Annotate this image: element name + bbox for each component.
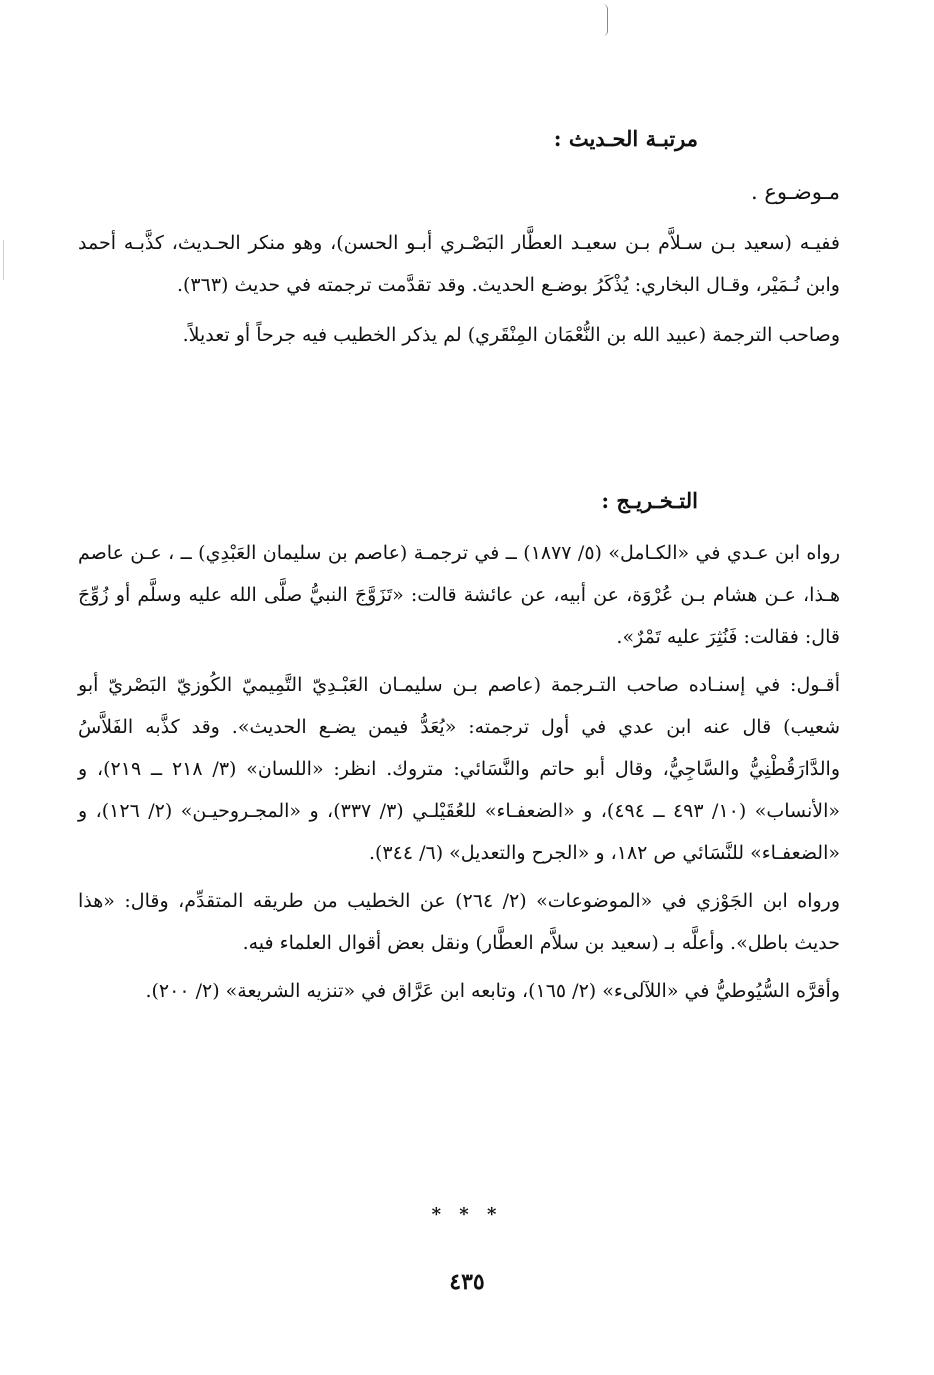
- takhrij-discussion: [78, 532, 840, 1012]
- takhrij-paragraph-4: وأقرَّه السُّيُوطيُّ في «اللآلىء» (٢/ ١٦٥)، وتابعه ابن عَرَّاق في «تنزيه الشريعة» (٢/ ٢٠٠).: [145, 980, 840, 1002]
- takhrij-heading: التـخـريـج :: [601, 488, 698, 513]
- takhrij-paragraph-1: رواه ابن عـدي في «الكـامل» (٥/ ١٨٧٧) ــ في ترجمـة (عاصم بن سليمان العَبْدِي) ــ ، عـن عاصم هـذا، عـن هشام بـن عُرْوَة، عن أبيه، عن عائشة قالت: «تَزَوَّجَ النبيُّ صلَّى الله عليه وسلَّم أو زُوِّجَ قال: فقالت: فَنُثِرَ عليه تَمْرٌ».: [78, 542, 840, 648]
- grade-discussion: [78, 222, 840, 356]
- grade-paragraph-1: ففيـه (سعيد بـن سـلاَّم بـن سعيـد العطَّار البَصْـري أبـو الحسن)، وهو منكر الحـديث، كذَّبـه أحمد وابن نُـمَيْر، وقـال البخاري: يُذْكَرُ بوضـع الحديث. وقد تقدَّمت ترجمته في حديث (٣٦٣).: [78, 232, 840, 296]
- scan-edge-line: [3, 240, 4, 280]
- hadith-grade-heading: مرتبـة الحـديث :: [553, 126, 698, 151]
- hadith-grade-value: مـوضـوع .: [751, 180, 840, 204]
- page-number: ٤٣٥: [449, 1269, 485, 1295]
- scan-margin-mark: [603, 4, 608, 36]
- section-separator: * * *: [431, 1204, 503, 1225]
- grade-paragraph-2: وصاحب الترجمة (عبيد الله بن النُّعْمَان المِنْقَري) لم يذكر الخطيب فيه جرحاً أو تعديلاً.: [182, 324, 840, 346]
- takhrij-paragraph-2: أقـول: في إسنـاده صاحب التـرجمة (عاصم بـن سليمـان العَبْـدِيّ التَّمِيميّ الكُوزيّ البَصْريّ أبو شعيب) قال عنه ابن عدي في أول ترجمته: «يُعَدُّ فيمن يضـع الحديث». وقد كذَّبه الفَلاَّسُ والدَّارَقُطْنِيُّ والسَّاجِيُّ، وقال أبو حاتم والنَّسَائي: متروك. انظر: «اللسان» (٣/ ٢١٨ ــ ٢١٩)، و «الأنساب» (١٠/ ٤٩٣ ــ ٤٩٤)، و «الضعفـاء» للعُقَيْلـي (٣/ ٣٣٧)، و «المجـروحيـن» (٢/ ١٢٦)، و «الضعفـاء» للنَّسَائي ص ١٨٢، و «الجرح والتعديل» (٦/ ٣٤٤).: [78, 674, 840, 864]
- takhrij-paragraph-3: ورواه ابن الجَوْزي في «الموضوعات» (٢/ ٢٦٤) عن الخطيب من طريقه المتقدِّم، وقال: «هذا حديث باطل». وأعلَّه بـ (سعيد بن سلاَّم العطَّار) ونقل بعض أقوال العلماء فيه.: [78, 890, 840, 954]
